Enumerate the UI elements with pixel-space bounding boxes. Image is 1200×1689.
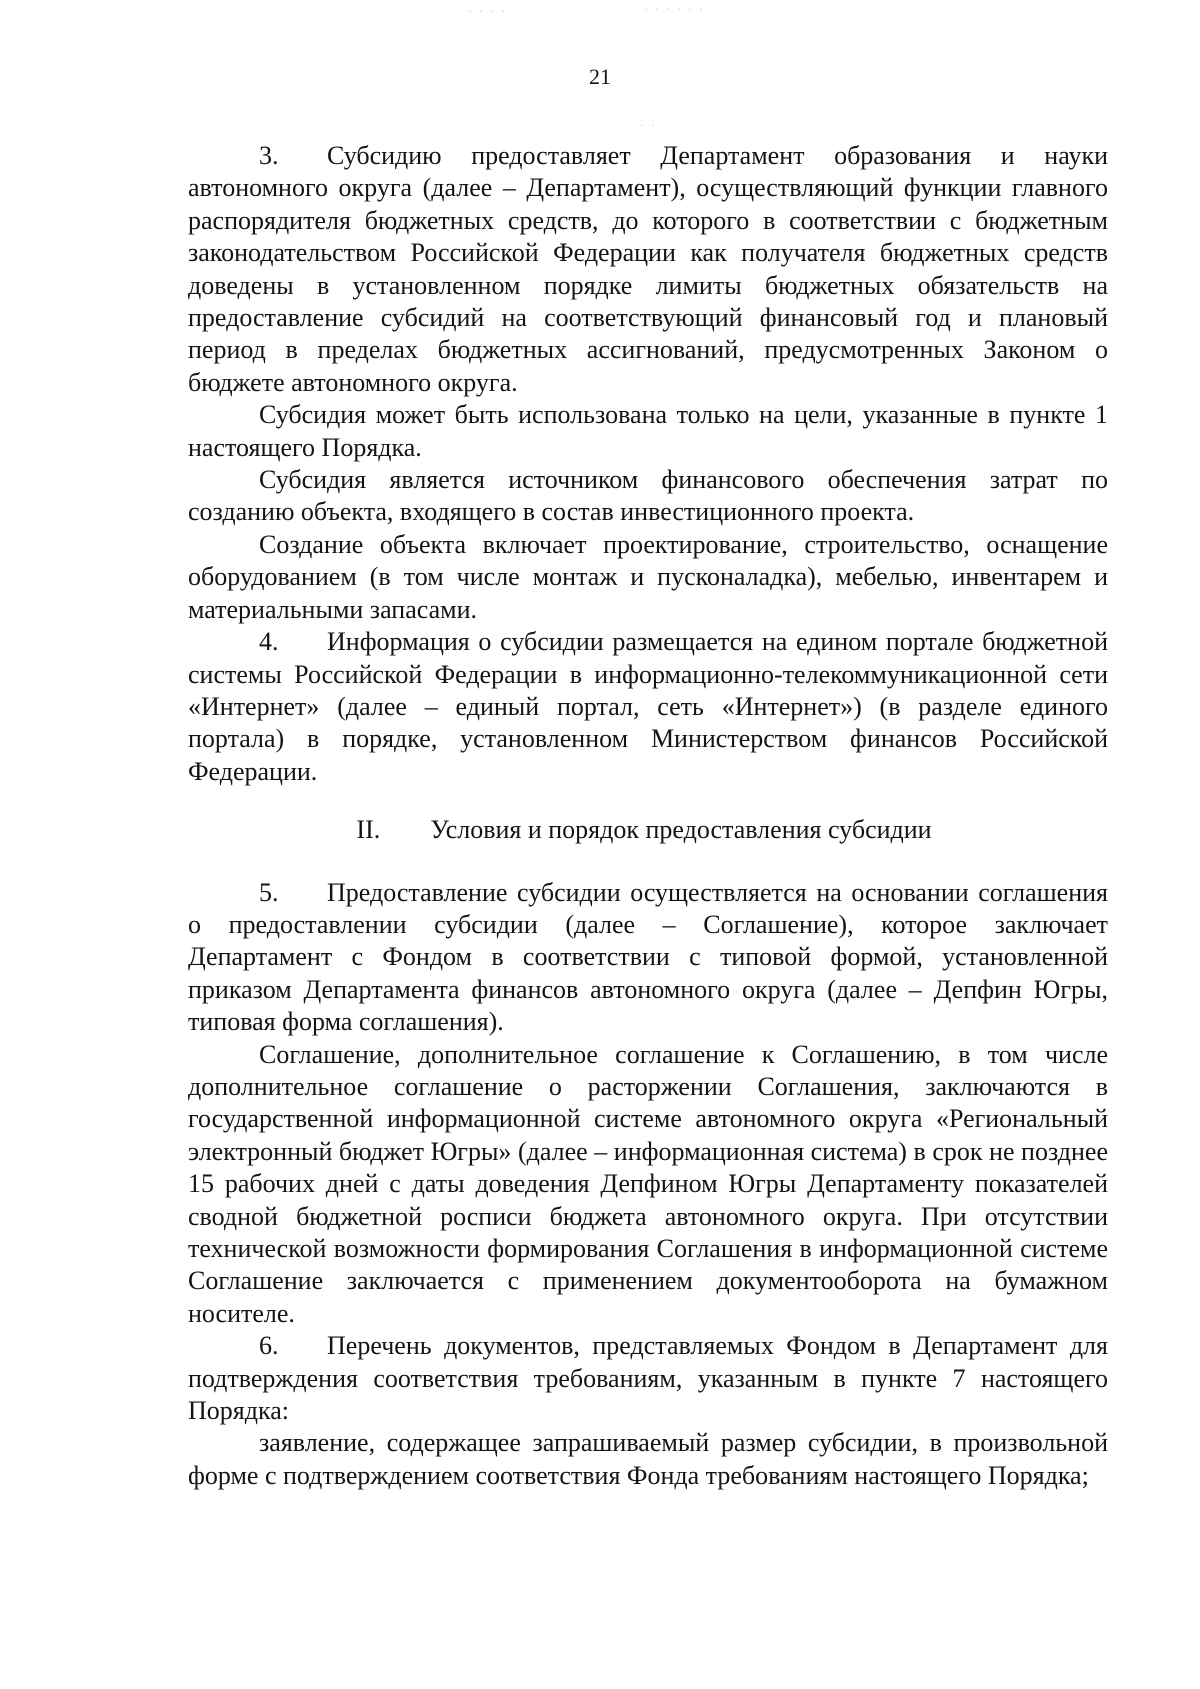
paragraph-number: 5. xyxy=(259,877,279,907)
paragraph-number: 3. xyxy=(259,141,279,170)
paragraph-3-subsidy-use: Субсидия может быть использована только на цели, указанные в пункте 1 настоящего Порядка. xyxy=(188,400,1108,462)
section-title: Условия и порядок предоставления субсидии xyxy=(430,815,932,845)
document-body xyxy=(188,140,1108,1492)
section-heading xyxy=(188,814,1108,846)
scan-noise: · · · · xyxy=(468,4,507,18)
page-number: 21 xyxy=(589,64,611,89)
paragraph-text: Информация о субсидии размещается на едином портале бюджетной системы Российской Федерации в информационно-телекоммуникационной сети «Интернет» (далее – единый портал, сеть «Интернет») (в разделе единого портала) в порядке, установленном Министерством финансов Российской Федерации. xyxy=(188,627,1108,786)
paragraph-text: Субсидию предоставляет Департамент образования и науки автономного округа (далее – Департамент), осуществляющий функции главного распорядителя бюджетных средств, до которого в соответствии с бюджетным законодательством Российской Федерации как получателя бюджетных средств доведены в установленном порядке лимиты бюджетных обязательств на предоставление субсидий на соответствующий финансовый год и плановый период в пределах бюджетных ассигнований, предусмотренных Законом о бюджете автономного округа. xyxy=(188,141,1108,397)
paragraph-3 xyxy=(188,140,1108,399)
paragraph-6-application: заявление, содержащее запрашиваемый размер субсидии, в произвольной форме с подтверждением соответствия Фонда требованиям настоящего Порядка; xyxy=(188,1428,1108,1490)
paragraph-4 xyxy=(188,626,1108,788)
paragraph-6 xyxy=(188,1330,1108,1427)
paragraph-3-subsidy-source: Субсидия является источником финансового обеспечения затрат по созданию объекта, входящего в состав инвестиционного проекта. xyxy=(188,465,1108,527)
paragraph-text: Перечень документов, представляемых Фондом в Департамент для подтверждения соответствия требованиям, указанным в пункте 7 настоящего Порядка: xyxy=(188,1331,1108,1426)
paragraph-number: 4. xyxy=(259,627,279,657)
scan-noise: · · · · · · xyxy=(644,2,705,16)
paragraph-5-agreement: Соглашение, дополнительное соглашение к Соглашению, в том числе дополнительное соглашение о расторжении Соглашения, заключаются в государственной информационной системе автономного округа «Региональный электронный бюджет Югры» (далее – информационная система) в срок не позднее 15 рабочих дней с даты доведения Депфином Югры Департаменту показателей сводной бюджетной росписи бюджета автономного округа. При отсутствии технической возможности формирования Соглашения в информационной системе Соглашение заключается с применением документооборота на бумажном носителе. xyxy=(188,1039,1108,1328)
scan-noise: · · xyxy=(640,118,657,132)
paragraph-3-object-creation: Создание объекта включает проектирование, строительство, оснащение оборудованием (в том числе монтаж и пусконаладка), мебелью, инвентарем и материальными запасами. xyxy=(188,529,1108,624)
paragraph-text: Предоставление субсидии осуществляется на основании соглашения о предоставлении субсидии (далее – Соглашение), которое заключает Департамент с Фондом в соответствии с типовой формой, установленной приказом Департамента финансов автономного округа (далее – Депфин Югры, типовая форма соглашения). xyxy=(188,877,1108,1037)
paragraph-number: 6. xyxy=(259,1331,279,1361)
paragraph-5 xyxy=(188,877,1108,1039)
section-number: II. xyxy=(356,815,381,845)
